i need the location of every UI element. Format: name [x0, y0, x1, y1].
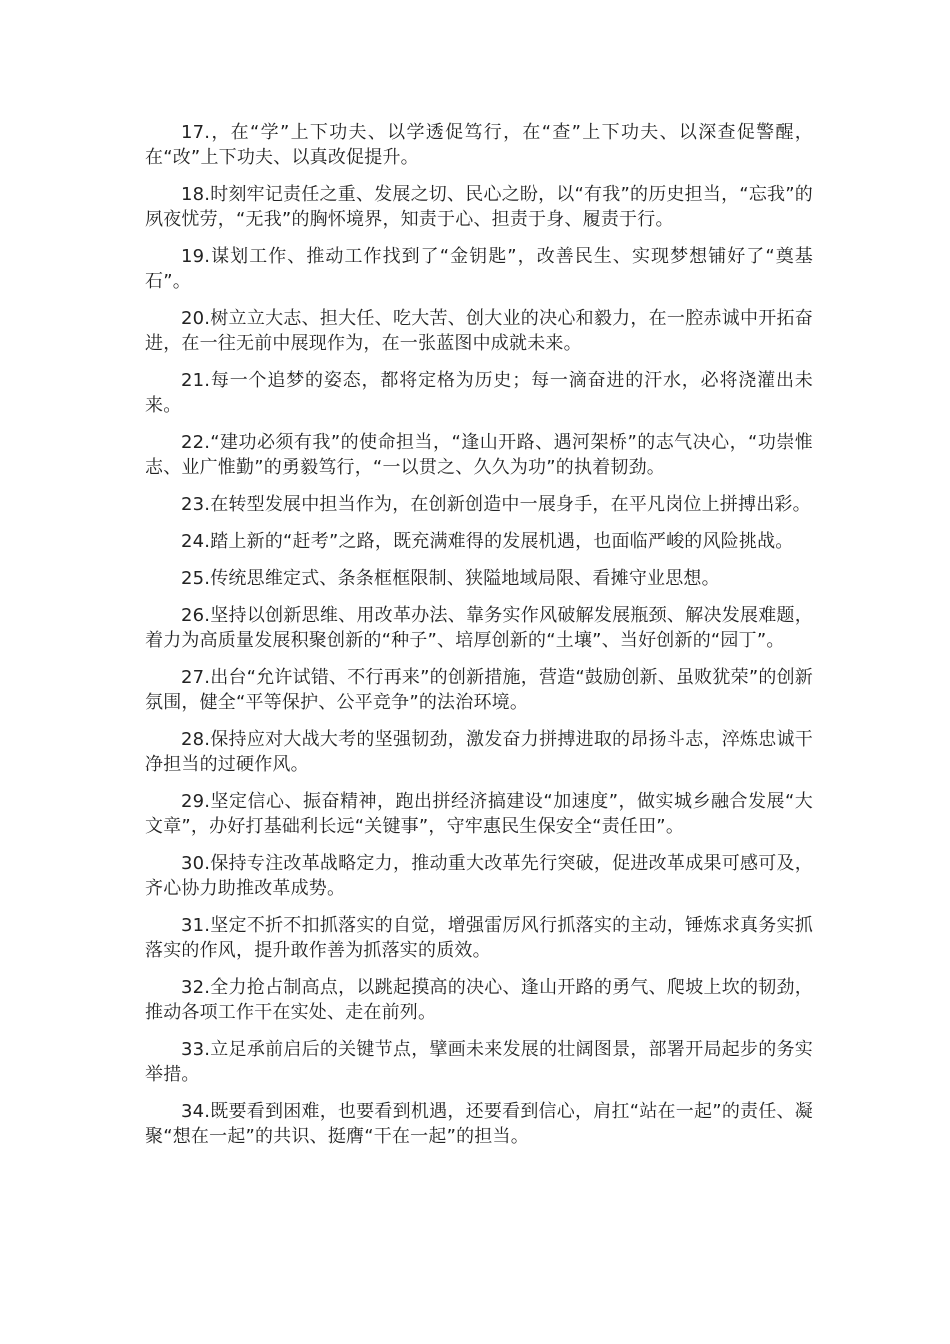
paragraph-29: 29.坚定信心、振奋精神，跑出拼经济搞建设“加速度”，做实城乡融合发展“大文章”，办好打基础利长远“关键事”，守牢惠民生保安全“责任田”。 — [145, 791, 813, 837]
paragraph-18: 18.时刻牢记责任之重、发展之切、民心之盼，以“有我”的历史担当，“忘我”的夙夜忧劳，“无我”的胸怀境界，知责于心、担责于身、履责于行。 — [145, 184, 813, 230]
paragraph-27: 27.出台“允许试错、不行再来”的创新措施，营造“鼓励创新、虽败犹荣”的创新氛围，健全“平等保护、公平竞争”的法治环境。 — [145, 667, 813, 713]
paragraph-30: 30.保持专注改革战略定力，推动重大改革先行突破，促进改革成果可感可及，齐心协力助推改革成势。 — [145, 853, 813, 899]
paragraph-33: 33.立足承前启后的关键节点，擘画未来发展的壮阔图景，部署开局起步的务实举措。 — [145, 1039, 813, 1085]
paragraph-24: 24.踏上新的“赶考”之路，既充满难得的发展机遇，也面临严峻的风险挑战。 — [181, 531, 794, 552]
paragraph-17: 17.，在“学”上下功夫、以学透促笃行，在“查”上下功夫、以深查促警醒，在“改”上下功夫、以真改促提升。 — [145, 122, 813, 168]
paragraph-28: 28.保持应对大战大考的坚强韧劲，激发奋力拼搏进取的昂扬斗志，淬炼忠诚干净担当的过硬作风。 — [145, 729, 813, 775]
paragraph-20: 20.树立立大志、担大任、吃大苦、创大业的决心和毅力，在一腔赤诚中开拓奋进，在一往无前中展现作为，在一张蓝图中成就未来。 — [145, 308, 813, 354]
paragraph-23: 23.在转型发展中担当作为，在创新创造中一展身手，在平凡岗位上拼搏出彩。 — [181, 494, 811, 515]
document-body — [145, 120, 813, 1161]
paragraph-32: 32.全力抢占制高点，以跳起摸高的决心、逢山开路的勇气、爬坡上坎的韧劲，推动各项工作干在实处、走在前列。 — [145, 977, 813, 1023]
paragraph-21: 21.每一个追梦的姿态，都将定格为历史；每一滴奋进的汗水，必将浇灌出未来。 — [145, 370, 813, 416]
paragraph-22: 22.“建功必须有我”的使命担当，“逢山开路、遇河架桥”的志气决心，“功崇惟志、业广惟勤”的勇毅笃行，“一以贯之、久久为功”的执着韧劲。 — [145, 432, 813, 478]
paragraph-19: 19.谋划工作、推动工作找到了“金钥匙”，改善民生、实现梦想铺好了“奠基石”。 — [145, 246, 813, 292]
paragraph-31: 31.坚定不折不扣抓落实的自觉，增强雷厉风行抓落实的主动，锤炼求真务实抓落实的作风，提升敢作善为抓落实的质效。 — [145, 915, 813, 961]
paragraph-25: 25.传统思维定式、条条框框限制、狭隘地域局限、看摊守业思想。 — [181, 568, 720, 589]
paragraph-26: 26.坚持以创新思维、用改革办法、靠务实作风破解发展瓶颈、解决发展难题，着力为高质量发展积聚创新的“种子”、培厚创新的“土壤”、当好创新的“园丁”。 — [145, 605, 813, 651]
paragraph-34: 34.既要看到困难，也要看到机遇，还要看到信心，肩扛“站在一起”的责任、凝聚“想在一起”的共识、挺膺“干在一起”的担当。 — [145, 1101, 813, 1147]
